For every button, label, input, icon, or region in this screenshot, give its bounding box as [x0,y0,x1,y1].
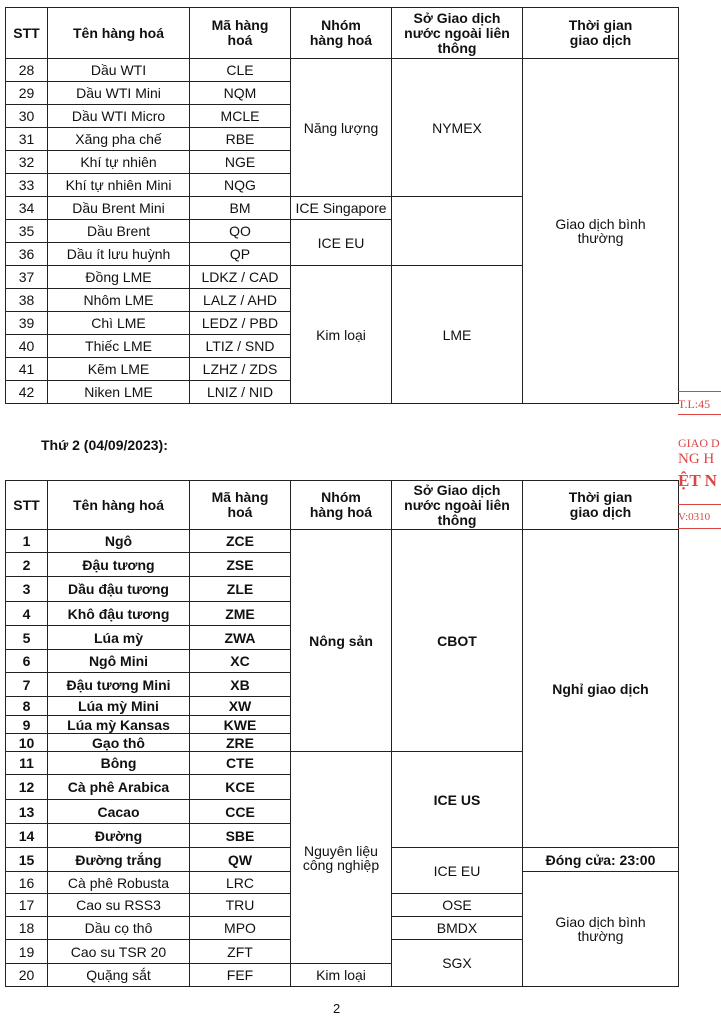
row-stt: 20 [6,964,48,987]
row-stt: 6 [6,650,48,673]
trading-time-normal: Giao dịch bình thường [523,59,679,404]
row-stt: 31 [6,128,48,151]
row-name: Cao su TSR 20 [48,940,190,964]
row-code: NQM [190,82,291,105]
table-row [6,530,679,553]
group-industrial: Nguyên liệu công nghiệp [291,752,392,964]
row-stt: 15 [6,848,48,872]
row-name: Lúa mỳ Kansas [48,716,190,734]
row-name: Lúa mỳ [48,626,190,650]
table-header-row [6,481,679,530]
row-stt: 5 [6,626,48,650]
row-code: ZLE [190,577,291,602]
row-stt: 29 [6,82,48,105]
row-stt: 10 [6,734,48,752]
row-name: Khô đậu tương [48,602,190,626]
header-group: Nhóm hàng hoá [291,481,392,530]
row-name: Dầu WTI Mini [48,82,190,105]
row-stt: 12 [6,775,48,800]
row-name: Gạo thô [48,734,190,752]
row-name: Đậu tương Mini [48,673,190,697]
row-code: ZWA [190,626,291,650]
header-time: Thời gian giao dịch [523,8,679,59]
row-code: LEDZ / PBD [190,312,291,335]
exchange-nymex: NYMEX [392,59,523,197]
row-code: NQG [190,174,291,197]
row-code: QO [190,220,291,243]
row-code: XW [190,697,291,716]
stamp-text-5: V:0310 [678,511,711,523]
row-name: Dầu ít lưu huỳnh [48,243,190,266]
stamp-text-2: GIAO D [678,436,720,450]
group-metal: Kim loại [291,266,392,404]
row-name: Thiếc LME [48,335,190,358]
row-code: ZFT [190,940,291,964]
row-code: LNIZ / NID [190,381,291,404]
row-stt: 32 [6,151,48,174]
row-code: RBE [190,128,291,151]
row-name: Đường [48,824,190,848]
row-stt: 41 [6,358,48,381]
row-stt: 37 [6,266,48,289]
row-stt: 4 [6,602,48,626]
row-stt: 13 [6,800,48,824]
row-stt: 38 [6,289,48,312]
row-code: TRU [190,894,291,917]
row-name: Kẽm LME [48,358,190,381]
exchange-bmdx: BMDX [392,917,523,940]
row-name: Ngô Mini [48,650,190,673]
row-code: LALZ / AHD [190,289,291,312]
stamp-text-1: T.L:45 [678,397,711,411]
row-name: Đậu tương [48,553,190,577]
page-number: 2 [333,1001,341,1016]
header-name: Tên hàng hoá [48,8,190,59]
row-code: LTIZ / SND [190,335,291,358]
exchange-ice-us: ICE US [392,752,523,848]
table-header-row [6,8,679,59]
row-stt: 28 [6,59,48,82]
header-code: Mã hàng hoá [190,8,291,59]
row-stt: 34 [6,197,48,220]
trading-time-closed: Nghỉ giao dịch [523,530,679,848]
stamp-line [678,504,721,505]
row-code: KCE [190,775,291,800]
row-stt: 14 [6,824,48,848]
row-stt: 40 [6,335,48,358]
exchange-lme: LME [392,266,523,404]
exchange-ice-singapore: ICE Singapore [291,197,392,220]
header-code: Mã hàng hoá [190,481,291,530]
exchange-ice-eu: ICE EU [392,848,523,894]
row-code: LRC [190,872,291,894]
row-stt: 16 [6,872,48,894]
row-code: ZRE [190,734,291,752]
row-code: SBE [190,824,291,848]
row-name: Dầu Brent [48,220,190,243]
row-stt: 9 [6,716,48,734]
commodity-table-monday [5,480,679,987]
row-code: KWE [190,716,291,734]
row-stt: 1 [6,530,48,553]
row-code: CLE [190,59,291,82]
trading-time-close-at: Đóng cửa: 23:00 [523,848,679,872]
row-code: MCLE [190,105,291,128]
header-exchange: Sở Giao dịch nước ngoài liên thông [392,8,523,59]
row-name: Niken LME [48,381,190,404]
row-code: XC [190,650,291,673]
row-name: Khí tự nhiên [48,151,190,174]
row-name: Cà phê Robusta [48,872,190,894]
row-stt: 36 [6,243,48,266]
group-energy: Năng lượng [291,59,392,197]
row-name: Cà phê Arabica [48,775,190,800]
row-name: Ngô [48,530,190,553]
row-name: Dầu Brent Mini [48,197,190,220]
row-stt: 35 [6,220,48,243]
header-stt: STT [6,8,48,59]
row-name: Dầu đậu tương [48,577,190,602]
row-name: Lúa mỳ Mini [48,697,190,716]
row-name: Chì LME [48,312,190,335]
group-agri: Nông sản [291,530,392,752]
header-name: Tên hàng hoá [48,481,190,530]
row-code: LZHZ / ZDS [190,358,291,381]
row-code: MPO [190,917,291,940]
stamp-line [678,391,721,392]
table-row [6,59,679,82]
exchange-sgx: SGX [392,940,523,987]
row-code: LDKZ / CAD [190,266,291,289]
row-stt: 30 [6,105,48,128]
row-name: Nhôm LME [48,289,190,312]
exchange-ice-eu: ICE EU [291,220,392,266]
exchange-ose: OSE [392,894,523,917]
section-heading-monday: Thứ 2 (04/09/2023): [41,437,168,453]
row-code: FEF [190,964,291,987]
row-code: QW [190,848,291,872]
row-name: Cacao [48,800,190,824]
row-name: Xăng pha chế [48,128,190,151]
row-code: CCE [190,800,291,824]
row-code: ZCE [190,530,291,553]
row-code: ZME [190,602,291,626]
row-stt: 19 [6,940,48,964]
row-code: QP [190,243,291,266]
row-name: Quặng sắt [48,964,190,987]
stamp-text-3: NG H [678,451,715,467]
row-stt: 42 [6,381,48,404]
header-exchange: Sở Giao dịch nước ngoài liên thông [392,481,523,530]
row-name: Đường trắng [48,848,190,872]
stamp-line [678,414,721,415]
row-name: Dầu cọ thô [48,917,190,940]
row-stt: 8 [6,697,48,716]
row-name: Dầu WTI [48,59,190,82]
row-stt: 11 [6,752,48,775]
group-metal: Kim loại [291,964,392,987]
row-name: Khí tự nhiên Mini [48,174,190,197]
row-stt: 3 [6,577,48,602]
header-group: Nhóm hàng hoá [291,8,392,59]
stamp-text-4: ỆT N [678,471,717,490]
row-code: BM [190,197,291,220]
row-stt: 2 [6,553,48,577]
commodity-table-continued [5,7,679,404]
header-stt: STT [6,481,48,530]
row-name: Dầu WTI Micro [48,105,190,128]
row-stt: 17 [6,894,48,917]
row-stt: 39 [6,312,48,335]
row-name: Cao su RSS3 [48,894,190,917]
row-name: Bông [48,752,190,775]
stamp-line [678,528,721,529]
header-time: Thời gian giao dịch [523,481,679,530]
trading-time-normal: Giao dịch bình thường [523,872,679,987]
row-stt: 18 [6,917,48,940]
row-name: Đồng LME [48,266,190,289]
row-code: CTE [190,752,291,775]
exchange-cbot: CBOT [392,530,523,752]
row-code: NGE [190,151,291,174]
row-code: XB [190,673,291,697]
row-stt: 33 [6,174,48,197]
row-code: ZSE [190,553,291,577]
row-stt: 7 [6,673,48,697]
